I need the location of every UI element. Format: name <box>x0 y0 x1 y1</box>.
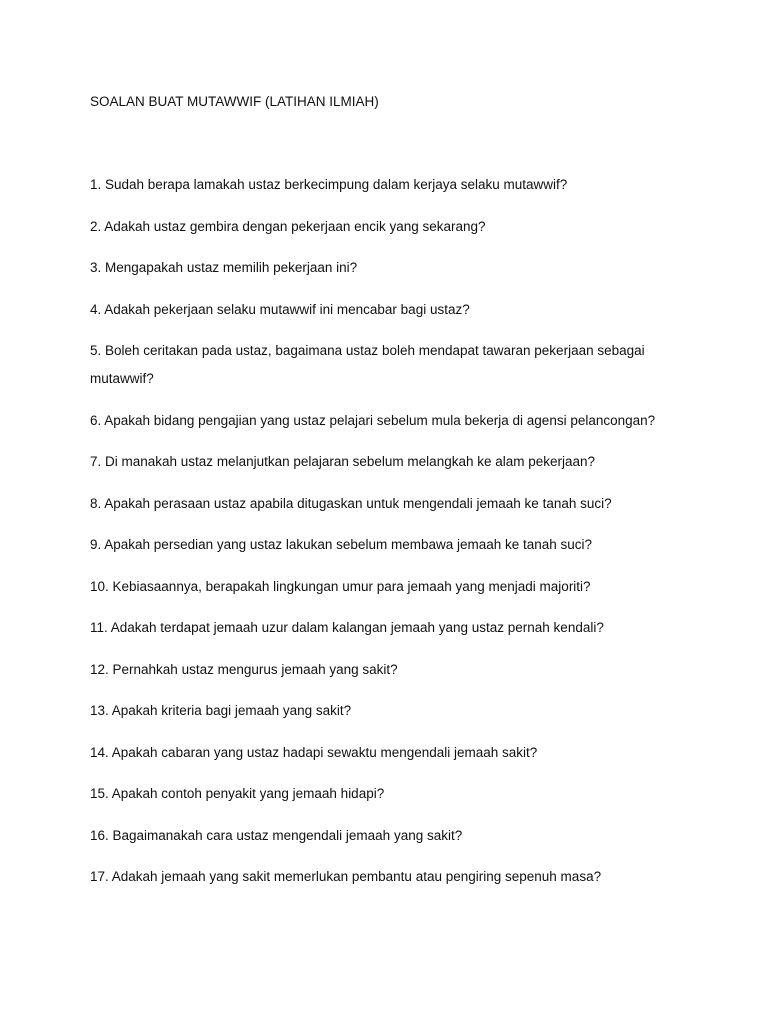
question-text: 16. Bagaimanakah cara ustaz mengendali jemaah yang sakit? <box>90 827 463 843</box>
question-text: 4. Adakah pekerjaan selaku mutawwif ini mencabar bagi ustaz? <box>90 301 470 317</box>
question-text: 14. Apakah cabaran yang ustaz hadapi sewaktu mengendali jemaah sakit? <box>90 744 538 760</box>
question-text: 3. Mengapakah ustaz memilih pekerjaan ini? <box>90 260 358 275</box>
question-item-10 <box>90 578 690 596</box>
question-item-3 <box>90 259 690 277</box>
question-text: 13. Apakah kriteria bagi jemaah yang sakit? <box>90 703 352 718</box>
question-item-9 <box>90 536 690 554</box>
question-item-13 <box>90 702 690 720</box>
question-text: 6. Apakah bidang pengajian yang ustaz pelajari sebelum mula bekerja di agensi pelancongan? <box>90 412 656 428</box>
question-list <box>90 176 690 886</box>
question-text: 12. Pernahkah ustaz mengurus jemaah yang sakit? <box>90 661 398 677</box>
question-item-6 <box>90 412 690 430</box>
question-text: 11. Adakah terdapat jemaah uzur dalam kalangan jemaah yang ustaz pernah kendali? <box>90 620 604 635</box>
question-text: 17. Adakah jemaah yang sakit memerlukan pembantu atau pengiring sepenuh masa? <box>90 869 602 884</box>
question-item-12 <box>90 661 690 679</box>
question-item-1 <box>90 176 690 194</box>
question-text: 15. Apakah contoh penyakit yang jemaah hidapi? <box>90 786 385 801</box>
question-text: 1. Sudah berapa lamakah ustaz berkecimpung dalam kerjaya selaku mutawwif? <box>90 177 568 192</box>
document-title: SOALAN BUAT MUTAWWIF (LATIHAN ILMIAH) <box>90 94 379 109</box>
question-item-15 <box>90 785 690 803</box>
question-text: 2. Adakah ustaz gembira dengan pekerjaan encik yang sekarang? <box>90 218 486 234</box>
question-item-2 <box>90 218 690 236</box>
question-text: 5. Boleh ceritakan pada ustaz, bagaimana ustaz boleh mendapat tawaran pekerjaan sebagai <box>90 343 645 358</box>
question-item-5 <box>90 342 690 388</box>
question-text: 7. Di manakah ustaz melanjutkan pelajaran sebelum melangkah ke alam pekerjaan? <box>90 454 596 469</box>
question-text: 8. Apakah perasaan ustaz apabila ditugaskan untuk mengendali jemaah ke tanah suci? <box>90 495 612 511</box>
question-item-8 <box>90 495 690 513</box>
question-item-4 <box>90 301 690 319</box>
question-item-7 <box>90 453 690 471</box>
question-item-17 <box>90 868 690 886</box>
question-item-16 <box>90 827 690 845</box>
question-text-continued: mutawwif? <box>90 371 154 386</box>
question-text: 10. Kebiasaannya, berapakah lingkungan umur para jemaah yang menjadi majoriti? <box>90 578 591 594</box>
question-item-11 <box>90 619 690 637</box>
question-item-14 <box>90 744 690 762</box>
question-text: 9. Apakah persedian yang ustaz lakukan sebelum membawa jemaah ke tanah suci? <box>90 537 593 552</box>
